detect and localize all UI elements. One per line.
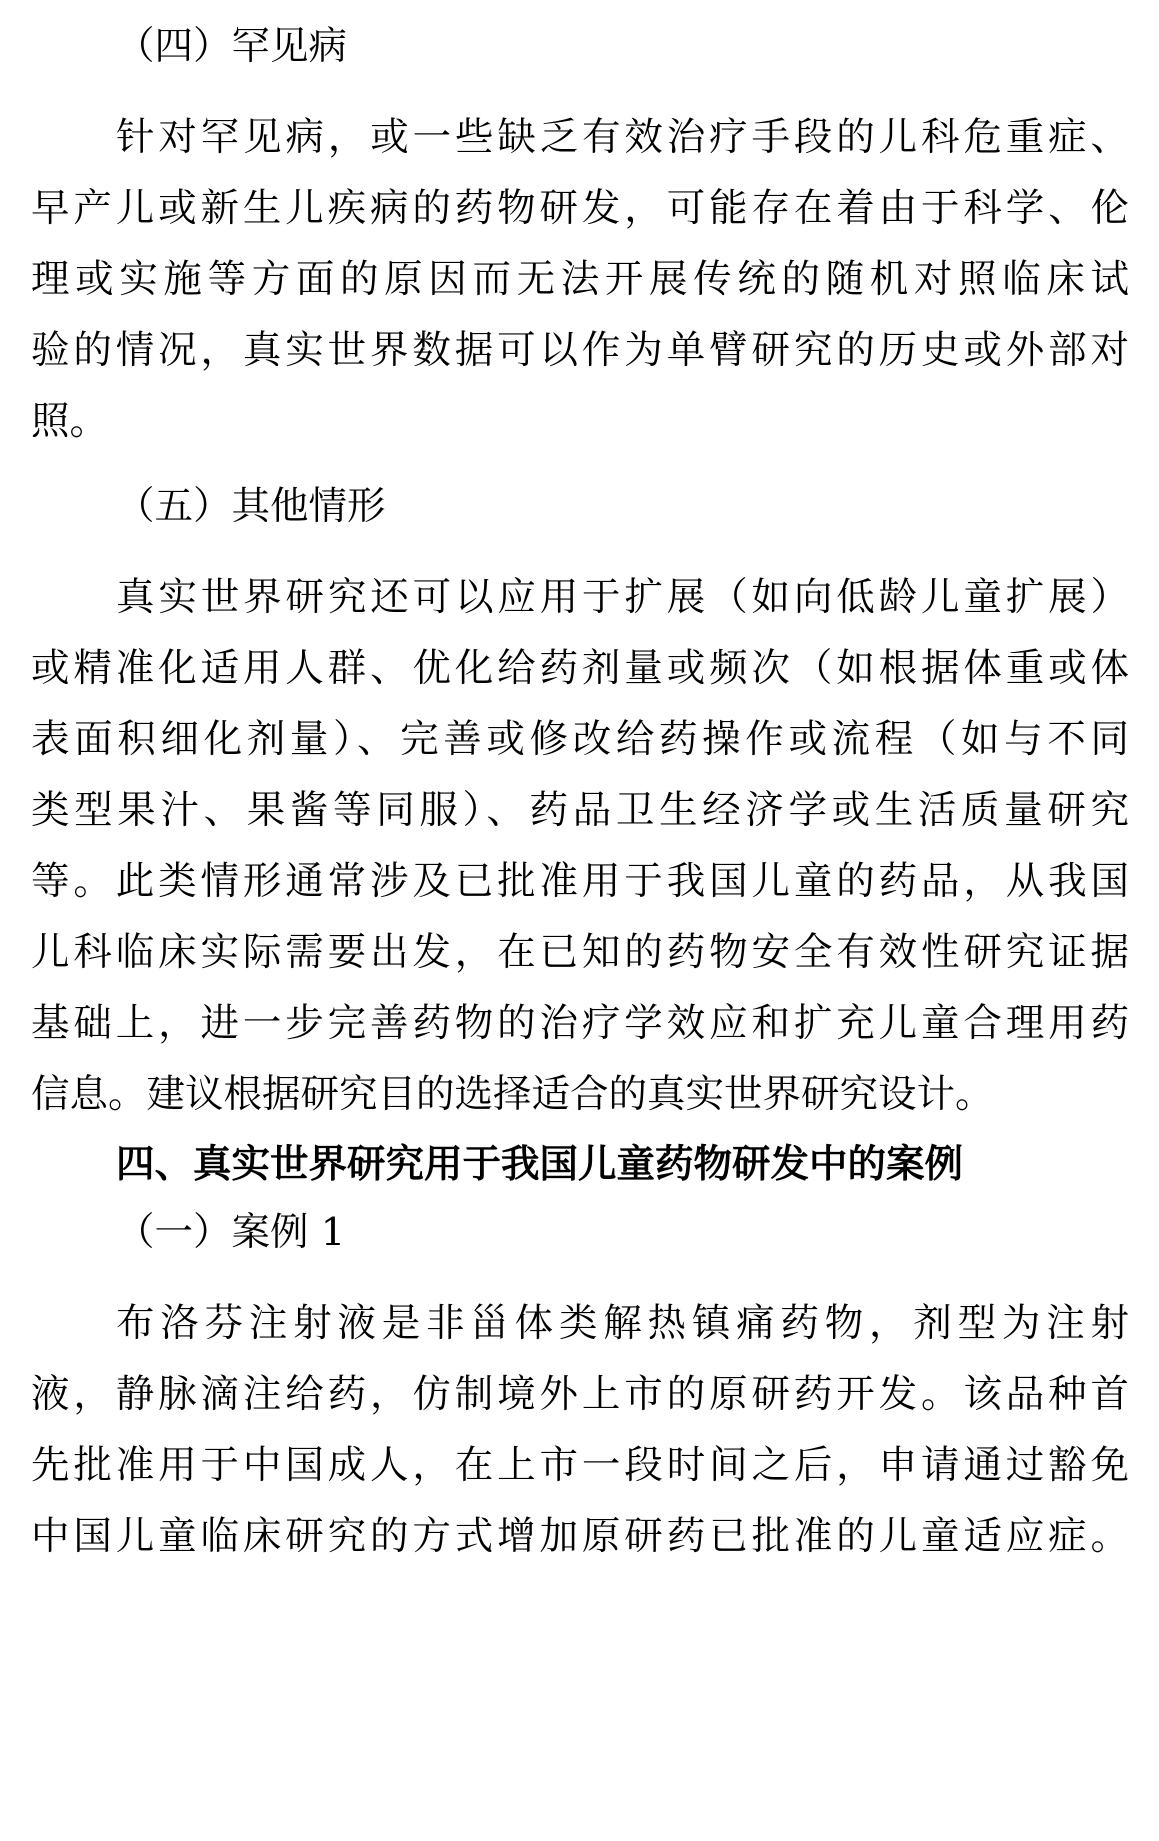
section-heading-other-situations: （五）其他情形	[116, 484, 386, 529]
paragraph-line: 基础上，进一步完善药物的治疗学效应和扩充儿童合理用药	[31, 1001, 1129, 1046]
section-heading-case-1: （一）案例 1	[116, 1210, 346, 1255]
paragraph-line: 表面积细化剂量）、完善或修改给药操作或流程（如与不同	[31, 717, 1129, 762]
paragraph-line: 验的情况，真实世界数据可以作为单臂研究的历史或外部对	[31, 328, 1129, 373]
paragraph-line: 信息。建议根据研究目的选择适合的真实世界研究设计。	[31, 1072, 994, 1117]
paragraph-line: 真实世界研究还可以应用于扩展（如向低龄儿童扩展）	[116, 575, 1129, 620]
paragraph-line: 或精准化适用人群、优化给药剂量或频次（如根据体重或体	[31, 646, 1129, 691]
chapter-heading-cases: 四、真实世界研究用于我国儿童药物研发中的案例	[116, 1142, 964, 1187]
paragraph-line: 等。此类情形通常涉及已批准用于我国儿童的药品，从我国	[31, 859, 1129, 904]
paragraph-line: 儿科临床实际需要出发，在已知的药物安全有效性研究证据	[31, 930, 1129, 975]
section-heading-rare-disease: （四）罕见病	[116, 24, 348, 69]
paragraph-line: 布洛芬注射液是非甾体类解热镇痛药物，剂型为注射	[116, 1301, 1129, 1346]
paragraph-line: 中国儿童临床研究的方式增加原研药已批准的儿童适应症。	[31, 1514, 1129, 1559]
paragraph-line: 理或实施等方面的原因而无法开展传统的随机对照临床试	[31, 257, 1129, 302]
paragraph-line: 类型果汁、果酱等同服）、药品卫生经济学或生活质量研究	[31, 788, 1129, 833]
paragraph-line: 照。	[31, 399, 109, 444]
paragraph-line: 液，静脉滴注给药，仿制境外上市的原研药开发。该品种首	[31, 1372, 1129, 1417]
paragraph-line: 早产儿或新生儿疾病的药物研发，可能存在着由于科学、伦	[31, 186, 1129, 231]
paragraph-line: 针对罕见病，或一些缺乏有效治疗手段的儿科危重症、	[116, 115, 1129, 160]
paragraph-line: 先批准用于中国成人，在上市一段时间之后，申请通过豁免	[31, 1443, 1129, 1488]
